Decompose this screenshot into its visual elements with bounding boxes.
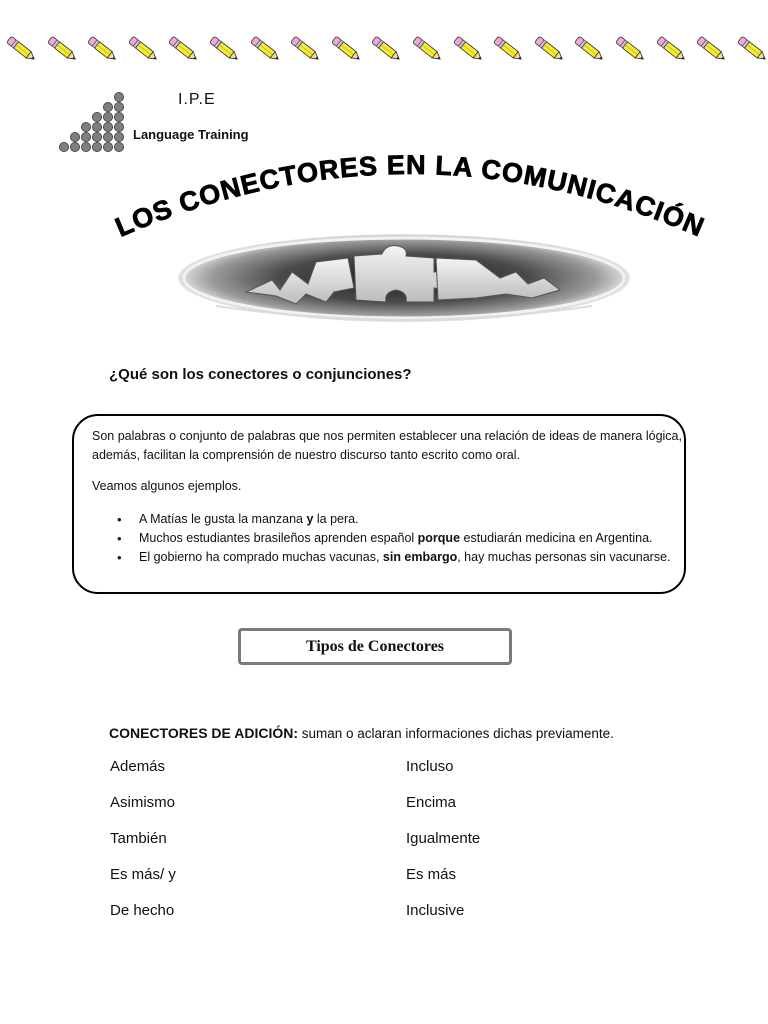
pencil-icon bbox=[325, 28, 365, 68]
pencil-icon bbox=[487, 28, 527, 68]
example-text-before: El gobierno ha comprado muchas vacunas, bbox=[139, 550, 383, 564]
pencil-icon bbox=[609, 28, 649, 68]
pencil-icon bbox=[203, 28, 243, 68]
example-connector: porque bbox=[417, 531, 461, 545]
pencil-icon bbox=[447, 28, 487, 68]
examples-list bbox=[117, 510, 687, 567]
connector-word: De hecho bbox=[110, 902, 175, 919]
pencil-icon bbox=[528, 28, 568, 68]
example-item bbox=[117, 548, 687, 567]
pencil-icon bbox=[244, 28, 284, 68]
logo-dot bbox=[103, 122, 112, 131]
connector-word: Es más/ y bbox=[110, 866, 176, 883]
section-question: ¿Qué son los conectores o conjunciones? bbox=[109, 366, 412, 383]
connector-word: Además bbox=[110, 758, 166, 775]
connector-word: Igualmente bbox=[406, 830, 481, 847]
pencil-icon bbox=[0, 28, 40, 68]
connector-word: Es más bbox=[406, 866, 457, 883]
pencil-border bbox=[0, 28, 768, 68]
logo-dot bbox=[70, 132, 79, 141]
pencil-icon bbox=[650, 28, 690, 68]
logo-dot bbox=[114, 112, 123, 121]
logo-dot bbox=[114, 122, 123, 131]
example-connector: sin embargo bbox=[382, 550, 458, 564]
logo-dot bbox=[81, 122, 90, 131]
logo-dot bbox=[114, 102, 123, 111]
logo-dot bbox=[59, 142, 68, 151]
pencil-icon bbox=[162, 28, 202, 68]
logo-dot bbox=[103, 112, 112, 121]
pencil-icon bbox=[568, 28, 608, 68]
org-subtitle: Language Training bbox=[133, 127, 249, 142]
example-text-after: , hay muchas personas sin vacunarse. bbox=[457, 550, 671, 564]
logo-dot bbox=[114, 92, 123, 101]
logo-dot bbox=[92, 122, 101, 131]
svg-text:LOS CONECTORES EN LA COMUNICAC bbox=[111, 150, 709, 243]
example-item bbox=[117, 529, 687, 548]
example-text-after: la pera. bbox=[313, 512, 359, 526]
puzzle-illustration bbox=[176, 232, 632, 324]
logo-dot bbox=[81, 132, 90, 141]
example-connector: y bbox=[306, 512, 314, 526]
connector-word: Incluso bbox=[406, 758, 454, 775]
pencil-icon bbox=[81, 28, 121, 68]
connector-word: Encima bbox=[406, 794, 457, 811]
logo-dot bbox=[70, 142, 79, 151]
example-text-after: estudiarán medicina en Argentina. bbox=[460, 531, 653, 545]
connector-word: Asimismo bbox=[110, 794, 176, 811]
adicion-heading: CONECTORES DE ADICIÓN: bbox=[109, 725, 299, 741]
example-item bbox=[117, 510, 687, 529]
logo-dot bbox=[81, 142, 90, 151]
examples-intro: Veamos algunos ejemplos. bbox=[92, 479, 242, 493]
page-title-text: LOS CONECTORES EN LA COMUNICACIÓN bbox=[110, 149, 709, 243]
example-text-before: A Matías le gusta la manzana bbox=[139, 512, 307, 526]
adicion-description: suman o aclaran informaciones dichas previamente. bbox=[298, 726, 614, 741]
connector-column-right bbox=[406, 757, 480, 937]
pencil-icon bbox=[406, 28, 446, 68]
pencil-icon bbox=[284, 28, 324, 68]
logo-dot bbox=[92, 112, 101, 121]
logo-dot bbox=[103, 102, 112, 111]
definition-paragraph: Son palabras o conjunto de palabras que nos permiten establecer una relación de ideas de manera lógica, además, facilitan la comprensión de nuestro discurso tanto escrito como oral. bbox=[92, 429, 682, 462]
definition-text bbox=[92, 427, 682, 465]
pencil-icon bbox=[41, 28, 81, 68]
connector-column-left bbox=[110, 757, 176, 937]
connector-word: También bbox=[110, 830, 167, 847]
example-text-before: Muchos estudiantes brasileños aprenden español bbox=[139, 531, 418, 545]
pencil-icon bbox=[365, 28, 405, 68]
adicion-heading-line bbox=[109, 725, 614, 741]
pencil-icon bbox=[690, 28, 730, 68]
connector-word: Inclusive bbox=[406, 902, 465, 919]
types-heading: Tipos de Conectores bbox=[238, 628, 512, 665]
org-name: I.P.E bbox=[178, 91, 216, 108]
pencil-icon bbox=[122, 28, 162, 68]
pencil-icon bbox=[731, 28, 768, 68]
